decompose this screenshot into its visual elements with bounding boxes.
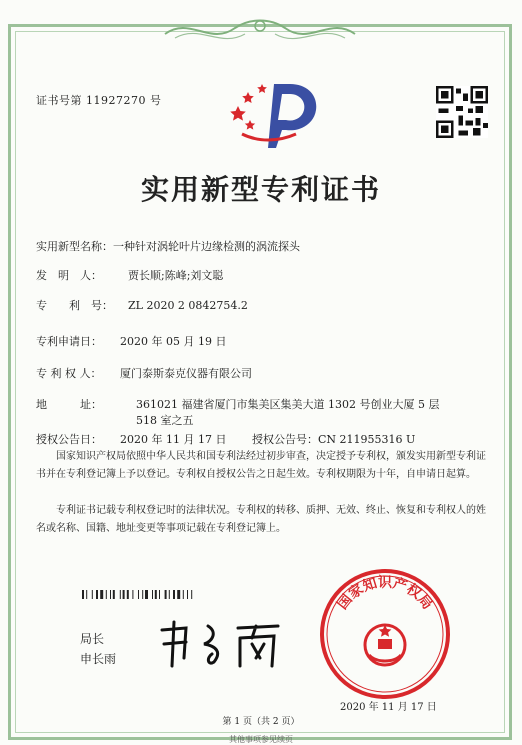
barcode-bar (138, 590, 139, 599)
utility-name-value: 一种针对涡轮叶片边缘检测的涡流探头 (113, 240, 300, 253)
barcode-bar (142, 590, 143, 599)
top-ornament (160, 14, 360, 48)
barcode-bar (169, 590, 170, 599)
patent-number-row (36, 297, 248, 313)
barcode-bar (155, 590, 157, 599)
barcode-icon (82, 590, 272, 599)
barcode-bar (145, 590, 148, 599)
patentee-label: 专 利 权 人： (36, 367, 102, 380)
seal-date: 2020 年 11 月 17 日 (340, 702, 437, 713)
address-label: 地 址： (36, 398, 102, 411)
grant-date-label: 授权公告日： (36, 433, 102, 446)
address-line-1: 361021 福建省厦门市集美区集美大道 1302 号创业大厦 5 层 (136, 398, 440, 411)
director-signature-icon (156, 618, 286, 670)
footer-text: 其他事项参见续页 (229, 735, 293, 744)
application-date-value: 2020 年 05 月 19 日 (120, 335, 227, 348)
barcode-bar (123, 590, 125, 599)
barcode-bar (100, 590, 103, 599)
barcode-bar (110, 590, 111, 599)
qr-code-icon (436, 86, 488, 138)
patentee-value: 厦门泰斯泰克仪器有限公司 (120, 367, 252, 380)
utility-name-label: 实用新型名称： (36, 240, 113, 253)
barcode-bar (152, 590, 153, 599)
barcode-bar (177, 590, 180, 599)
application-date-row (36, 333, 226, 349)
barcode-bar (86, 590, 87, 599)
address-row (36, 396, 439, 412)
barcode-bar (120, 590, 121, 599)
utility-name-row (36, 238, 300, 254)
patentee-row (36, 365, 252, 381)
official-seal-icon (318, 567, 452, 701)
barcode-bar (183, 590, 184, 599)
grant-number-value: CN 211955316 U (318, 433, 416, 446)
cnipa-logo-icon (228, 76, 324, 156)
grant-row (36, 431, 415, 447)
application-date-label: 专利申请日： (36, 335, 102, 348)
barcode-bar (127, 590, 129, 599)
barcode-bar (106, 590, 107, 599)
seal-text: 国家知识产权局 (334, 575, 436, 613)
director-name: 申长雨 (80, 652, 117, 666)
certificate-number: 证书号第 11927270 号 (36, 94, 162, 107)
barcode-bar (113, 590, 115, 599)
barcode-bar (159, 590, 160, 599)
legal-note-1: 国家知识产权局依照中华人民共和国专利法经过初步审查，决定授予专利权，颁发实用新型专利证书并在专利登记簿上予以登记。专利权自授权公告之日起生效。专利权期限为十年，自申请日起算。 (36, 451, 486, 480)
barcode-bar (165, 590, 167, 599)
address-line-2: 518 室之五 (136, 414, 194, 427)
barcode-bar (191, 590, 192, 599)
barcode-bar (187, 590, 188, 599)
barcode-bar (82, 590, 84, 599)
inventor-row (36, 267, 223, 283)
inventor-label: 发 明 人： (36, 269, 102, 282)
barcode-bar (173, 590, 175, 599)
grant-number-label: 授权公告号： (252, 433, 318, 446)
patent-number-label: 专 利 号： (36, 299, 113, 312)
director-title: 局长 (80, 632, 105, 646)
patent-number-value: ZL 2020 2 0842754.2 (128, 299, 248, 312)
certificate-title: 实用新型专利证书 (140, 173, 381, 206)
legal-note-2: 专利证书记载专利权登记时的法律状况。专利权的转移、质押、无效、终止、恢复和专利权人的姓名或名称、国籍、地址变更等事项记载在专利登记簿上。 (36, 505, 486, 534)
inventor-value: 贾长顺;陈峰;刘文聪 (128, 269, 224, 282)
barcode-bar (96, 590, 98, 599)
barcode-bar (132, 590, 133, 599)
page-number: 第 1 页（共 2 页） (222, 717, 300, 727)
barcode-bar (92, 590, 93, 599)
grant-date-value: 2020 年 11 月 17 日 (120, 433, 227, 446)
